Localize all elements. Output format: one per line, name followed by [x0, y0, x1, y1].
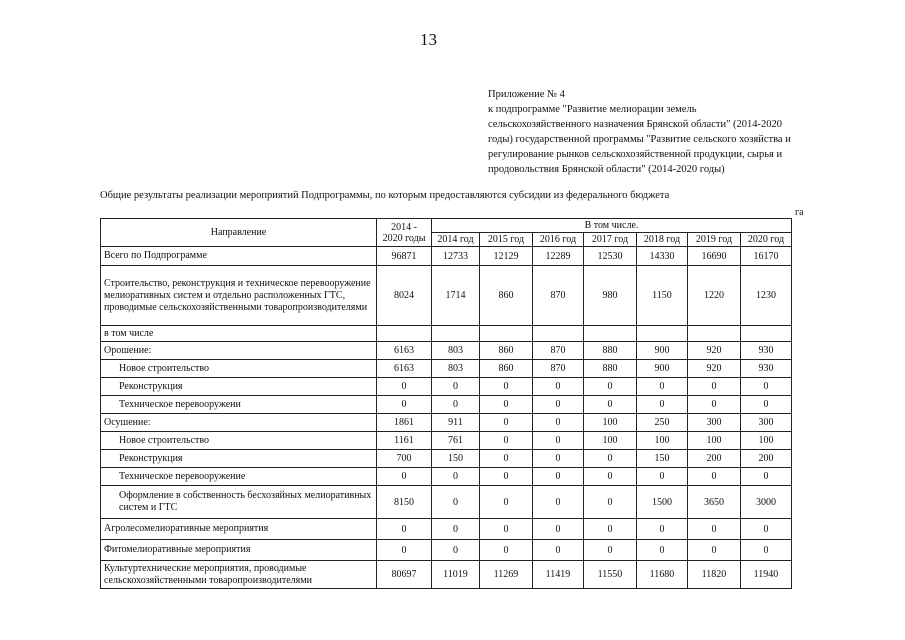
- cell-year-value: 11269: [480, 561, 533, 589]
- cell-year-value: 12733: [432, 247, 480, 266]
- cell-total: [377, 326, 432, 342]
- cell-year-value: 920: [688, 360, 741, 378]
- table-title: Общие результаты реализации мероприятий Подпрограммы, по которым предоставляются субсидии из федерального бюджета: [100, 190, 670, 201]
- cell-year-value: 0: [637, 468, 688, 486]
- cell-year-value: 860: [480, 266, 533, 326]
- cell-year-value: 0: [533, 414, 584, 432]
- cell-year-value: 100: [688, 432, 741, 450]
- cell-year-value: 14330: [637, 247, 688, 266]
- cell-year-value: 3650: [688, 486, 741, 519]
- cell-year-value: 0: [480, 378, 533, 396]
- cell-year-value: 980: [584, 266, 637, 326]
- cell-year-value: 1220: [688, 266, 741, 326]
- cell-total: 1861: [377, 414, 432, 432]
- row-label: Орошение:: [101, 342, 377, 360]
- row-label: Реконструкция: [101, 378, 377, 396]
- cell-total: 1161: [377, 432, 432, 450]
- cell-year-value: 200: [741, 450, 792, 468]
- cell-total: 0: [377, 396, 432, 414]
- cell-total: 8024: [377, 266, 432, 326]
- cell-year-value: 0: [637, 540, 688, 561]
- row-construction: [101, 266, 792, 326]
- row-agroforestry: [101, 519, 792, 540]
- cell-year-value: 0: [480, 540, 533, 561]
- row-label: Всего по Подпрограмме: [101, 247, 377, 266]
- header-direction: Направление: [101, 219, 377, 247]
- cell-year-value: 0: [432, 378, 480, 396]
- cell-year-value: 0: [688, 396, 741, 414]
- annex-line: регулирование рынков сельскохозяйственной продукции, сырья и: [488, 149, 783, 160]
- cell-total: 0: [377, 519, 432, 540]
- cell-year-value: 930: [741, 360, 792, 378]
- header-year: 2014 год: [432, 233, 480, 247]
- cell-year-value: 0: [480, 519, 533, 540]
- cell-year-value: 900: [637, 342, 688, 360]
- row-label: Новое строительство: [101, 360, 377, 378]
- cell-year-value: 1150: [637, 266, 688, 326]
- cell-year-value: 0: [533, 450, 584, 468]
- cell-year-value: 1500: [637, 486, 688, 519]
- unit-label: га: [795, 207, 804, 218]
- row-ownership: [101, 486, 792, 519]
- cell-year-value: 11680: [637, 561, 688, 589]
- annex-title: Приложение № 4: [488, 89, 565, 100]
- cell-year-value: 0: [584, 486, 637, 519]
- cell-year-value: 12530: [584, 247, 637, 266]
- cell-year-value: 870: [533, 360, 584, 378]
- cell-year-value: 0: [432, 396, 480, 414]
- cell-year-value: 0: [584, 468, 637, 486]
- header-including: В том числе.: [432, 219, 792, 233]
- cell-year-value: 0: [584, 450, 637, 468]
- cell-year-value: 0: [480, 396, 533, 414]
- cell-year-value: 0: [533, 378, 584, 396]
- row-label: Новое строительство: [101, 432, 377, 450]
- row-label: Строительство, реконструкция и техническое перевооружение мелиоративных систем и отдельно расположенных ГТС, проводимые сельскохозяйственными товаропроизводителями: [101, 266, 377, 326]
- row-label: Техническое перевооружени: [101, 396, 377, 414]
- row-label: Осушение:: [101, 414, 377, 432]
- row-label: Агролесомелиоративные мероприятия: [101, 519, 377, 540]
- cell-year-value: 100: [584, 432, 637, 450]
- cell-year-value: 880: [584, 342, 637, 360]
- row-irrigation: [101, 342, 792, 360]
- cell-total: 80697: [377, 561, 432, 589]
- row-label: в том числе: [101, 326, 377, 342]
- row-irrigation-reconstruction: [101, 378, 792, 396]
- cell-year-value: 880: [584, 360, 637, 378]
- cell-year-value: 0: [432, 468, 480, 486]
- cell-total: 0: [377, 540, 432, 561]
- cell-year-value: 803: [432, 360, 480, 378]
- cell-year-value: [637, 326, 688, 342]
- cell-year-value: 3000: [741, 486, 792, 519]
- cell-year-value: 11550: [584, 561, 637, 589]
- cell-year-value: 0: [584, 540, 637, 561]
- cell-year-value: 12129: [480, 247, 533, 266]
- cell-total: 6163: [377, 360, 432, 378]
- cell-year-value: [741, 326, 792, 342]
- header-year: 2020 год: [741, 233, 792, 247]
- cell-year-value: 0: [584, 396, 637, 414]
- cell-year-value: 11019: [432, 561, 480, 589]
- cell-year-value: 0: [480, 486, 533, 519]
- row-drainage-reconstruction: [101, 450, 792, 468]
- cell-year-value: 11940: [741, 561, 792, 589]
- cell-year-value: 1714: [432, 266, 480, 326]
- row-drainage: [101, 414, 792, 432]
- cell-year-value: 870: [533, 342, 584, 360]
- cell-year-value: 11820: [688, 561, 741, 589]
- row-label: Реконструкция: [101, 450, 377, 468]
- cell-total: 96871: [377, 247, 432, 266]
- row-label: Культуртехнические мероприятия, проводимые сельскохозяйственными товаропроизводителями: [101, 561, 377, 589]
- cell-total: 8150: [377, 486, 432, 519]
- cell-year-value: 0: [533, 432, 584, 450]
- cell-year-value: 12289: [533, 247, 584, 266]
- cell-year-value: 0: [533, 519, 584, 540]
- cell-year-value: 300: [741, 414, 792, 432]
- cell-year-value: 0: [688, 468, 741, 486]
- cell-year-value: 0: [480, 432, 533, 450]
- cell-year-value: 100: [741, 432, 792, 450]
- header-year: 2019 год: [688, 233, 741, 247]
- row-irrigation-reequipment: [101, 396, 792, 414]
- annex-line: к подпрограмме "Развитие мелиорации земель: [488, 104, 697, 115]
- cell-year-value: 0: [741, 519, 792, 540]
- cell-year-value: 0: [741, 396, 792, 414]
- cell-year-value: 0: [637, 519, 688, 540]
- cell-year-value: [480, 326, 533, 342]
- cell-year-value: [432, 326, 480, 342]
- row-irrigation-new: [101, 360, 792, 378]
- row-label: Техническое перевооружение: [101, 468, 377, 486]
- cell-year-value: 0: [480, 450, 533, 468]
- row-total: [101, 247, 792, 266]
- cell-year-value: 930: [741, 342, 792, 360]
- cell-year-value: 0: [432, 540, 480, 561]
- cell-total: 6163: [377, 342, 432, 360]
- cell-year-value: 0: [480, 468, 533, 486]
- cell-year-value: [533, 326, 584, 342]
- cell-total: 0: [377, 378, 432, 396]
- results-table: [100, 218, 792, 589]
- cell-year-value: 860: [480, 342, 533, 360]
- cell-year-value: 0: [741, 540, 792, 561]
- annex-block: [488, 87, 828, 177]
- annex-line: годы) государственной программы "Развитие сельского хозяйства и: [488, 134, 791, 145]
- header-total: 2014 - 2020 годы: [377, 219, 432, 247]
- cell-year-value: 0: [637, 396, 688, 414]
- cell-year-value: 16170: [741, 247, 792, 266]
- cell-year-value: 0: [533, 468, 584, 486]
- cell-year-value: 150: [637, 450, 688, 468]
- row-cultural-technical: [101, 561, 792, 589]
- cell-total: 0: [377, 468, 432, 486]
- header-year: 2018 год: [637, 233, 688, 247]
- cell-year-value: 0: [432, 519, 480, 540]
- cell-year-value: 0: [688, 378, 741, 396]
- cell-year-value: 860: [480, 360, 533, 378]
- cell-year-value: 0: [688, 519, 741, 540]
- annex-line: продовольствия Брянской области" (2014-2020 годы): [488, 164, 725, 175]
- annex-line: сельскохозяйственного назначения Брянской области" (2014-2020: [488, 119, 782, 130]
- cell-year-value: 0: [584, 519, 637, 540]
- header-year: 2016 год: [533, 233, 584, 247]
- cell-year-value: 870: [533, 266, 584, 326]
- row-drainage-new: [101, 432, 792, 450]
- cell-year-value: 0: [584, 378, 637, 396]
- cell-year-value: 16690: [688, 247, 741, 266]
- cell-year-value: 803: [432, 342, 480, 360]
- row-label: Оформление в собственность бесхозяйных мелиоративных систем и ГТС: [101, 486, 377, 519]
- cell-year-value: 0: [637, 378, 688, 396]
- cell-year-value: 0: [741, 468, 792, 486]
- cell-year-value: [688, 326, 741, 342]
- cell-year-value: 11419: [533, 561, 584, 589]
- cell-year-value: 250: [637, 414, 688, 432]
- cell-year-value: 300: [688, 414, 741, 432]
- row-phytomelioration: [101, 540, 792, 561]
- cell-year-value: 1230: [741, 266, 792, 326]
- cell-year-value: 0: [533, 486, 584, 519]
- cell-year-value: [584, 326, 637, 342]
- table-body: [101, 247, 792, 589]
- header-year: 2015 год: [480, 233, 533, 247]
- cell-year-value: 0: [688, 540, 741, 561]
- cell-year-value: 200: [688, 450, 741, 468]
- cell-year-value: 0: [533, 396, 584, 414]
- cell-year-value: 911: [432, 414, 480, 432]
- cell-year-value: 900: [637, 360, 688, 378]
- page-number: 13: [420, 30, 437, 49]
- cell-year-value: 100: [637, 432, 688, 450]
- cell-total: 700: [377, 450, 432, 468]
- cell-year-value: 0: [432, 486, 480, 519]
- header-year: 2017 год: [584, 233, 637, 247]
- row-including: [101, 326, 792, 342]
- row-label: Фитомелиоративные мероприятия: [101, 540, 377, 561]
- cell-year-value: 100: [584, 414, 637, 432]
- row-drainage-reequipment: [101, 468, 792, 486]
- cell-year-value: 0: [533, 540, 584, 561]
- cell-year-value: 920: [688, 342, 741, 360]
- cell-year-value: 150: [432, 450, 480, 468]
- cell-year-value: 761: [432, 432, 480, 450]
- cell-year-value: 0: [741, 378, 792, 396]
- cell-year-value: 0: [480, 414, 533, 432]
